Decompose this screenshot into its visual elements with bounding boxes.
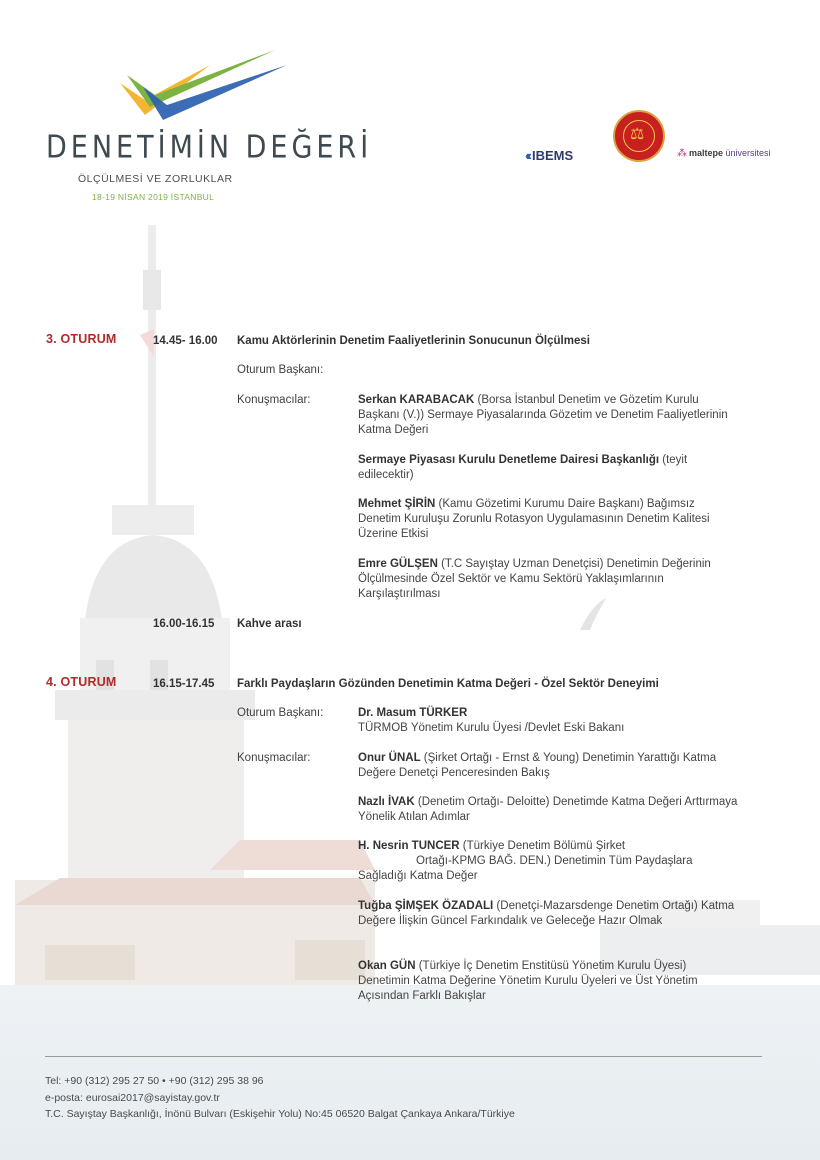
footer-divider [45, 1056, 762, 1057]
session3-label: 3. OTURUM [46, 332, 117, 346]
session3-title: Kamu Aktörlerinin Denetim Faaliyetlerinin Sonucunun Ölçülmesi [237, 335, 590, 347]
speaker-entry: Sermaye Piyasası Kurulu Denetleme Dairesi Başkanlığı (teyit edilecektir) [358, 454, 688, 481]
event-logo [40, 45, 373, 215]
session4-label: 4. OTURUM [46, 675, 117, 689]
session4-title: Farklı Paydaşların Gözünden Denetimin Katma Değeri - Özel Sektör Deneyimi [237, 678, 659, 690]
logo-title: DENETİMİN DEĞERİ [46, 130, 373, 166]
sayistay-seal-logo [613, 110, 665, 162]
maltepe-logo: ⁂ maltepe üniversitesi [677, 148, 771, 159]
footer-contact [45, 1073, 515, 1123]
chair-entry: Dr. Masum TÜRKER TÜRMOB Yönetim Kurulu Üyesi /Devlet Eski Bakanı [358, 707, 625, 734]
session4-speakers-label: Konuşmacılar: [237, 752, 311, 764]
footer-email: e-posta: eurosai2017@sayistay.gov.tr [45, 1091, 220, 1104]
speaker-entry: Nazlı İVAK (Denetim Ortağı- Deloitte) Denetimde Katma Değeri Arttırmaya Yönelik Atılan Adımlar [358, 796, 738, 823]
footer-phone: Tel: +90 (312) 295 27 50 • +90 (312) 295 38 96 [45, 1075, 264, 1087]
session4-chair-label: Oturum Başkanı: [237, 707, 324, 719]
maltepe-dots-icon: ⁂ [677, 148, 687, 159]
ibems-logo: ‹‹‹ IBEMS [525, 148, 574, 163]
speaker-entry: H. Nesrin TUNCER (Türkiye Denetim Bölümü Şirket Ortağı-KPMG BAĞ. DEN.) Denetimin Tüm Paydaşlara Sağladığı Katma Değer [358, 840, 693, 882]
speaker-entry: Onur ÜNAL (Şirket Ortağı - Ernst & Young) Denetimin Yarattığı Katma Değere Denetçi Penceresinden Bakış [358, 752, 717, 779]
speaker-entry: Serkan KARABACAK (Borsa İstanbul Denetim ve Gözetim Kurulu Başkanı (V.)) Sermaye Piyasalarında Gözetim ve Denetim Faaliyetlerinin Katma Değeri [358, 394, 728, 436]
partner-logos [525, 108, 770, 168]
speaker-entry: Mehmet ŞİRİN (Kamu Gözetimi Kurumu Daire Başkanı) Bağımsız Denetim Kuruluşu Zorunlu Rotasyon Uygulamasının Denetim Kalitesi Üzerine Etkisi [358, 498, 710, 540]
speaker-entry: Emre GÜLŞEN (T.C Sayıştay Uzman Denetçisi) Denetimin Değerinin Ölçülmesinde Özel Sektör ve Kamu Sektörü Yaklaşımlarının Karşılaştırılması [358, 558, 711, 600]
logo-subtitle: ÖLÇÜLMESİ VE ZORLUKLAR [78, 173, 233, 185]
chevrons-icon: ‹‹‹ [525, 148, 529, 163]
scales-icon [623, 120, 655, 152]
checkmark-logo-icon [115, 45, 295, 130]
footer-address: T.C. Sayıştay Başkanlığı, İnönü Bulvarı (Eskişehir Yolu) No:45 06520 Balgat Çankaya Ankara/Türkiye [45, 1108, 515, 1120]
break-time: 16.00-16.15 [153, 618, 215, 630]
session3-speakers-label: Konuşmacılar: [237, 394, 311, 406]
speaker-entry: Tuğba ŞİMŞEK ÖZADALI (Denetçi-Mazarsdenge Denetim Ortağı) Katma Değere İlişkin Güncel Farkındalık ve Geleceğe Hazır Olmak [358, 900, 735, 927]
logo-date: 18-19 NİSAN 2019 İSTANBUL [92, 192, 215, 202]
session3-chair-label: Oturum Başkanı: [237, 364, 324, 376]
speaker-entry: Okan GÜN (Türkiye İç Denetim Enstitüsü Yönetim Kurulu Üyesi) Denetimin Katma Değerine Yönetim Kurulu Üyeleri ve Üst Yönetim Açısından Farklı Bakışlar [358, 960, 698, 1002]
break-label: Kahve arası [237, 618, 302, 630]
session4-time: 16.15-17.45 [153, 678, 215, 690]
session3-time: 14.45- 16.00 [153, 335, 218, 347]
